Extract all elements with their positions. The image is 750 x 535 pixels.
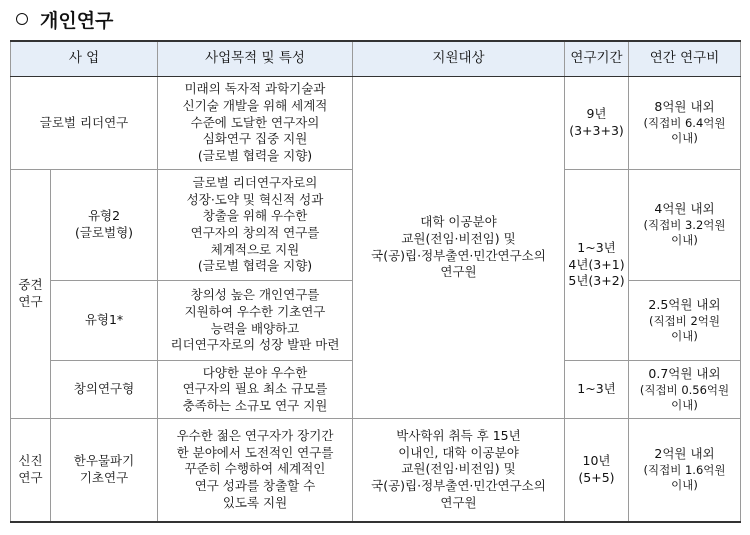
cost-main: 4억원 내외	[654, 201, 715, 217]
cost-sub: (직접비 0.56억원 이내)	[639, 382, 730, 412]
global-leader-period: 9년 (3+3+3)	[565, 77, 629, 170]
cost-main: 2.5억원 내외	[648, 296, 721, 312]
cost-main: 8억원 내외	[654, 99, 715, 115]
cost-sub: (직접비 2억원 이내)	[648, 313, 720, 343]
cost-sub: (직접비 6.4억원 이내)	[643, 116, 726, 146]
table-row	[11, 77, 741, 170]
table-header-row	[11, 41, 741, 77]
section-title-text: 개인연구	[40, 9, 114, 32]
type1-cost	[629, 281, 741, 361]
cost-sub: (직접비 3.2억원 이내)	[643, 218, 726, 248]
cost-main: 2억원 내외	[654, 446, 715, 462]
section-title	[16, 6, 113, 32]
midcareer-period: 1~3년 4년(3+1) 5년(3+2)	[565, 170, 629, 361]
creative-period: 1~3년	[565, 361, 629, 419]
header-business: 사 업	[11, 41, 158, 77]
type1-name: 유형1*	[51, 281, 158, 361]
header-cost: 연간 연구비	[629, 41, 741, 77]
header-target: 지원대상	[353, 41, 565, 77]
creative-purpose: 다양한 분야 우수한 연구자의 필요 최소 규모를 충족하는 소규모 연구 지원	[158, 361, 353, 419]
type2-purpose: 글로벌 리더연구자로의 성장·도약 및 혁신적 성과 창출을 위해 우수한 연구자의 창의적 연구를 체계적으로 지원 (글로벌 협력을 지향)	[158, 170, 353, 281]
newfaculty-period: 10년 (5+5)	[565, 419, 629, 522]
cost-sub: (직접비 1.6억원 이내)	[643, 462, 726, 493]
newfaculty-target: 박사학위 취득 후 15년 이내인, 대학 이공분야 교원(전임·비전임) 및 국(공)립·정부출연·민간연구소의 연구원	[353, 419, 565, 522]
global-leader-purpose: 미래의 독자적 과학기술과 신기술 개발을 위해 세계적 수준에 도달한 연구자의 심화연구 집중 지원 (글로벌 협력을 지향)	[158, 77, 353, 170]
type2-name: 유형2 (글로벌형)	[51, 170, 158, 281]
circle-icon	[16, 13, 28, 25]
midcareer-target: 대학 이공분야 교원(전임·비전임) 및 국(공)립·정부출연·민간연구소의 연구원	[353, 77, 565, 419]
type2-cost	[629, 170, 741, 281]
cost-main: 0.7억원 내외	[648, 365, 721, 381]
newfaculty-cost	[629, 419, 741, 522]
table-row	[11, 419, 741, 522]
type1-purpose: 창의성 높은 개인연구를 지원하여 우수한 기초연구 능력을 배양하고 리더연구자로의 성장 발판 마련	[158, 281, 353, 361]
newfaculty-group: 신진 연구	[11, 419, 51, 522]
newfaculty-name: 한우물파기 기초연구	[51, 419, 158, 522]
midcareer-group: 중견 연구	[11, 170, 51, 419]
global-leader-cost	[629, 77, 741, 170]
creative-name: 창의연구형	[51, 361, 158, 419]
header-purpose: 사업목적 및 특성	[158, 41, 353, 77]
newfaculty-purpose: 우수한 젊은 연구자가 장기간 한 분야에서 도전적인 연구를 꾸준히 수행하여 세계적인 연구 성과를 창출할 수 있도록 지원	[158, 419, 353, 522]
research-program-table	[10, 40, 741, 523]
creative-cost	[629, 361, 741, 419]
header-period: 연구기간	[565, 41, 629, 77]
global-leader-name: 글로벌 리더연구	[11, 77, 158, 170]
